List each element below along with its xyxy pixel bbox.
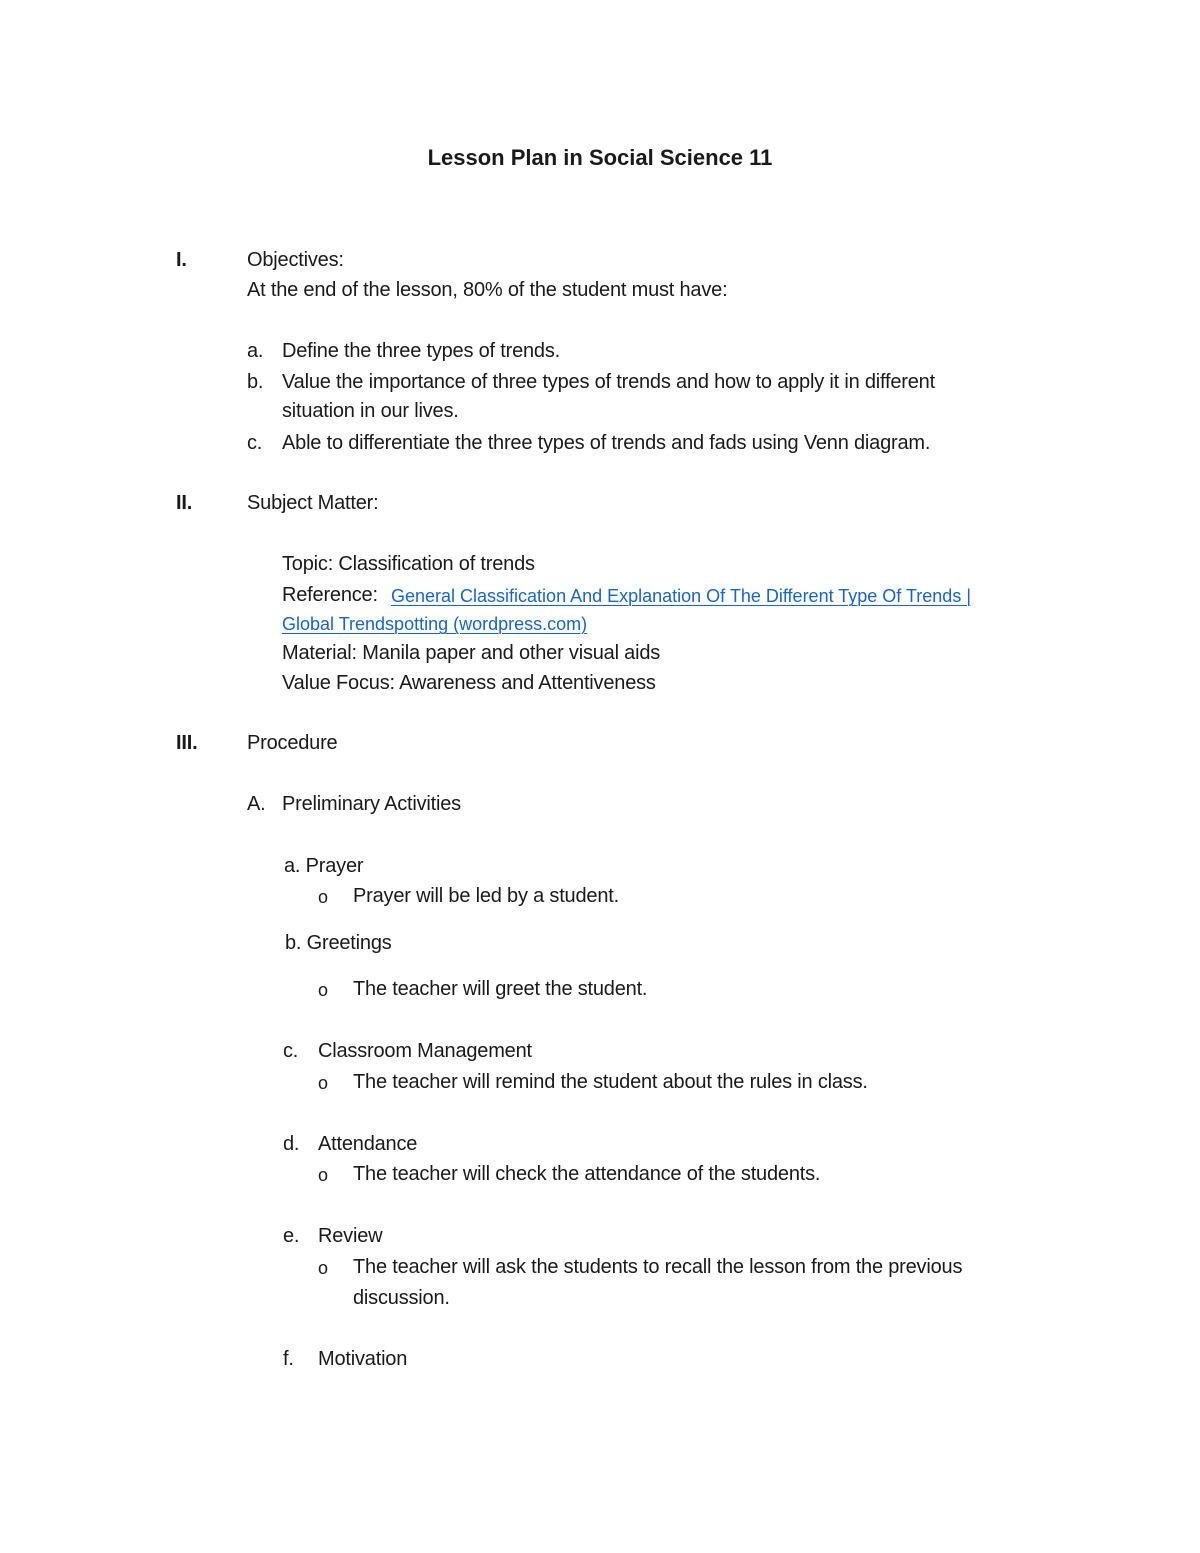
bullet-icon: o xyxy=(318,980,328,1000)
bullet-icon: o xyxy=(318,1165,328,1185)
objectives-heading: Objectives: xyxy=(247,249,344,271)
activity-label-attendance: Attendance xyxy=(318,1133,418,1155)
page-title: Lesson Plan in Social Science 11 xyxy=(427,145,773,170)
objectives-intro: At the end of the lesson, 80% of the student must have: xyxy=(247,279,728,301)
activity-label-prayer: a. Prayer xyxy=(284,855,364,877)
objective-text-continued: situation in our lives. xyxy=(282,400,459,422)
bullet-icon: o xyxy=(318,1073,328,1093)
activity-label-classroom-management: Classroom Management xyxy=(318,1040,532,1062)
reference-link-continued[interactable]: Global Trendspotting (wordpress.com) xyxy=(282,614,588,634)
activity-label-motivation: Motivation xyxy=(318,1348,408,1370)
activity-detail-classroom-management: The teacher will remind the student about the rules in class. xyxy=(353,1071,868,1093)
activity-detail-greetings: The teacher will greet the student. xyxy=(353,978,648,1000)
material-line: Material: Manila paper and other visual aids xyxy=(282,642,661,664)
objective-marker: a. xyxy=(247,340,264,362)
bullet-icon: o xyxy=(318,1258,328,1278)
section-numeral-procedure: III. xyxy=(176,732,198,754)
bullet-icon: o xyxy=(318,887,328,907)
activity-detail-review: The teacher will ask the students to recall the lesson from the previous xyxy=(353,1256,963,1278)
topic-line: Topic: Classification of trends xyxy=(282,553,535,575)
activity-marker: e. xyxy=(283,1225,300,1247)
activity-label-greetings: b. Greetings xyxy=(285,932,392,954)
reference-label: Reference: xyxy=(282,584,378,606)
activity-detail-attendance: The teacher will check the attendance of the students. xyxy=(353,1163,821,1185)
value-focus-line: Value Focus: Awareness and Attentiveness xyxy=(282,672,656,694)
objective-marker: c. xyxy=(247,432,263,454)
activity-marker: c. xyxy=(283,1040,299,1062)
section-a-label: Preliminary Activities xyxy=(282,793,461,815)
activity-detail-prayer: Prayer will be led by a student. xyxy=(353,885,619,907)
activity-marker: f. xyxy=(283,1348,294,1370)
objective-text: Define the three types of trends. xyxy=(282,340,561,362)
reference-link[interactable]: General Classification And Explanation Of The Different Type Of Trends | xyxy=(391,586,971,606)
section-numeral-subject-matter: II. xyxy=(176,492,193,514)
subject-matter-heading: Subject Matter: xyxy=(247,492,379,514)
section-numeral-objectives: I. xyxy=(176,249,187,271)
activity-detail-review-continued: discussion. xyxy=(353,1287,450,1309)
objective-text: Able to differentiate the three types of trends and fads using Venn diagram. xyxy=(282,432,931,454)
procedure-heading: Procedure xyxy=(247,732,338,754)
objective-marker: b. xyxy=(247,371,264,393)
activity-marker: d. xyxy=(283,1133,300,1155)
section-a-marker: A. xyxy=(247,793,266,815)
activity-label-review: Review xyxy=(318,1225,383,1247)
objective-text: Value the importance of three types of trends and how to apply it in different xyxy=(282,371,935,393)
